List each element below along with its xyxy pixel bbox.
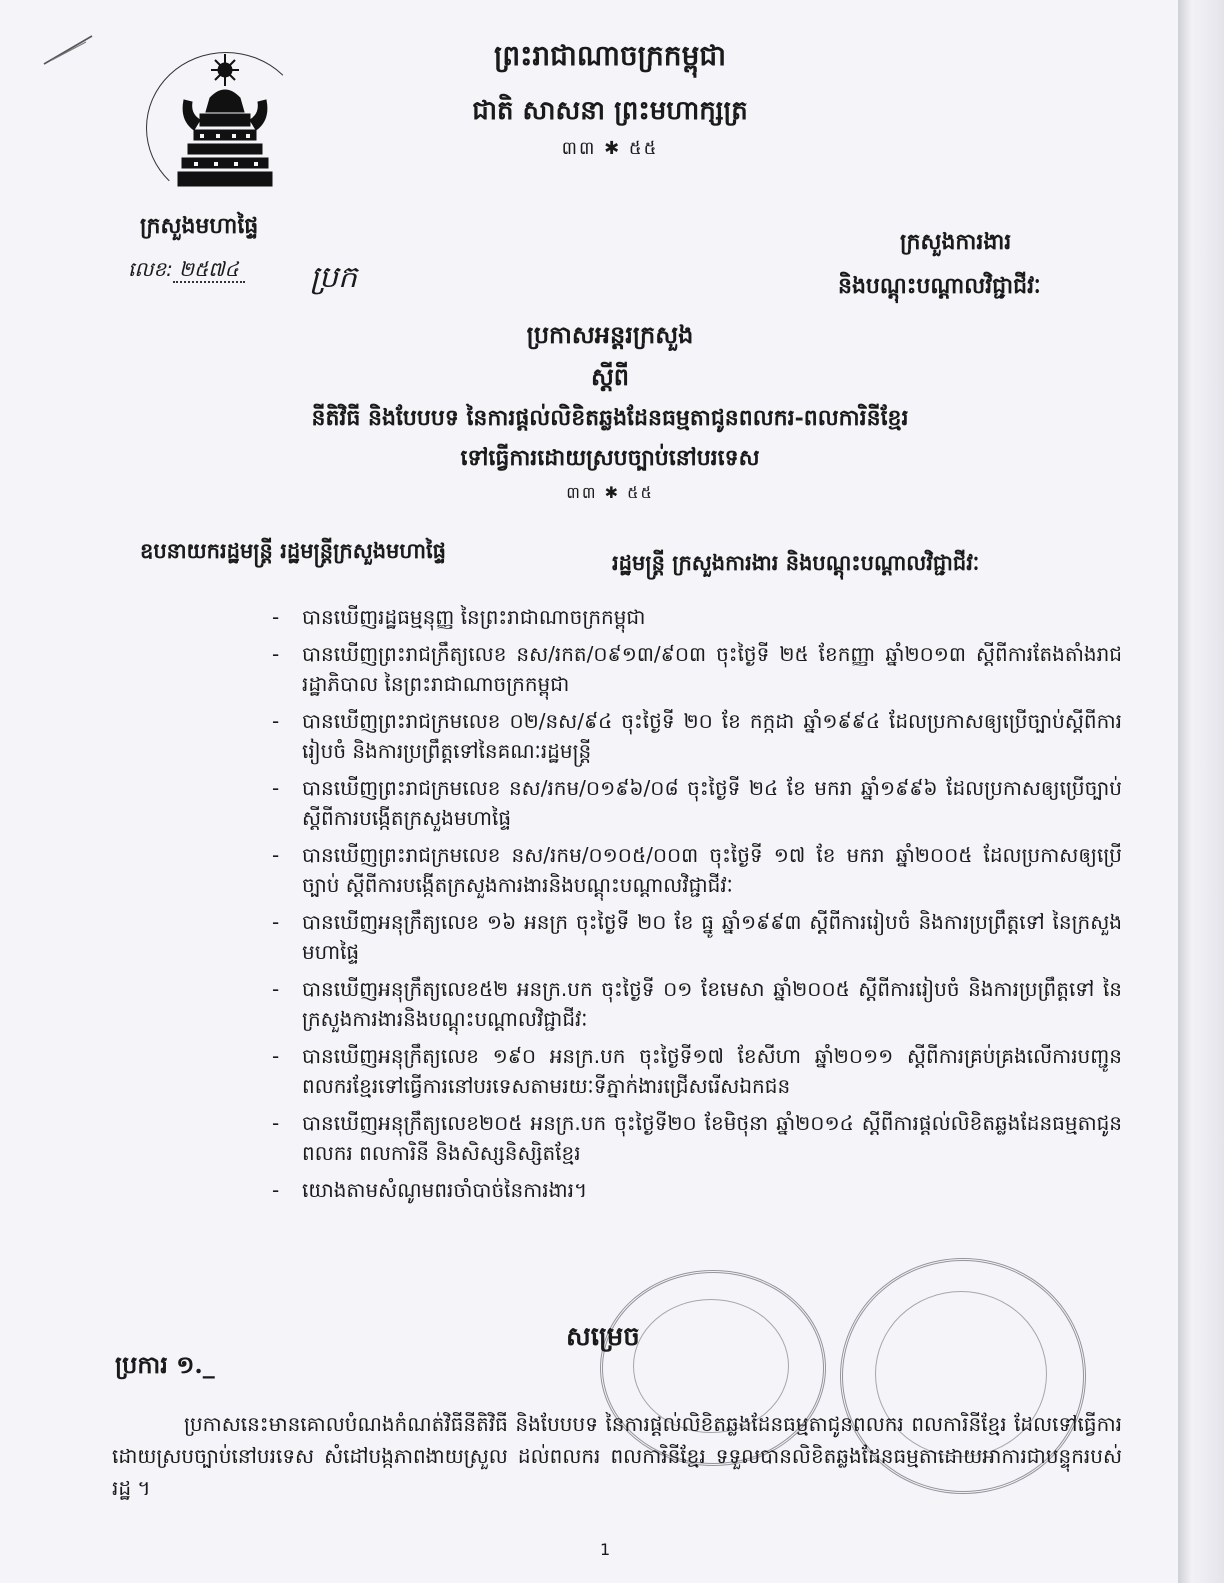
list-item: - បានឃើញព្រះរាជក្រមលេខ នស/រកម/០១០៥/០០៣ ចុះថ្ងៃទី ១៧ ខែ មករា ឆ្នាំ២០០៥ ដែលប្រកាសឲ្យប្រើច្បាប់ ស្តីពីការបង្កើតក្រសួងការងារនិងបណ្តុះបណ្តាលវិជ្ជាជីវៈ (272, 840, 1122, 900)
article-body: ប្រកាសនេះមានគោលបំណងកំណត់វិធីនីតិវិធី និងបែបបទ នៃការផ្តល់លិខិតឆ្លងដែនធម្មតាជូនពលករ ពលការិនីខ្មែរ ដែលទៅធ្វើការដោយស្របច្បាប់នៅបរទេស សំដៅបង្កភាពងាយស្រួល ដល់ពលករ ពលការិនីខ្មែរ ទទួលបានលិខិតឆ្លងដែនធម្មតាដោយអាការជាបន្ទុករបស់រដ្ឋ ។ (112, 1412, 1122, 1500)
list-item: - យោងតាមសំណូមពរចាំបាច់នៃការងារ។ (272, 1175, 1122, 1205)
kingdom-title: ព្រះរាជាណាចក្រកម្ពុជា (493, 39, 726, 72)
page-edge (1178, 0, 1224, 1583)
ministry-interior-label: ក្រសួងមហាផ្ទៃ (140, 213, 259, 239)
page-number: 1 (600, 1540, 611, 1559)
list-item: - បានឃើញអនុក្រឹត្យលេខ ១៩០ អនក្រ.បក ចុះថ្ងៃទី១៧ ខែសីហា ឆ្នាំ២០១១ ស្តីពីការគ្រប់គ្រងលើការបញ្ជូនពលករខ្មែរទៅធ្វើការនៅបរទេសតាមរយៈទីភ្នាក់ងារជ្រើសរើសឯកជន (272, 1041, 1122, 1101)
reference-value: ២៥៧៤ (173, 257, 245, 283)
document-subject-line1: នីតិវិធី និងបែបបទ នៃការផ្តល់លិខិតឆ្លងដែនធម្មតាជូនពលករ-ពលការិនីខ្មែរ (311, 405, 909, 431)
signer-labour-minister: រដ្ឋមន្ត្រី ក្រសួងការងារ និងបណ្តុះបណ្តាលវិជ្ជាជីវៈ (612, 550, 980, 575)
document-title: ប្រកាសអន្តរក្រសួង (526, 320, 694, 349)
list-item: - បានឃើញអនុក្រឹត្យលេខ ១៦ អនក្រ ចុះថ្ងៃទី ២០ ខែ ធ្នូ ឆ្នាំ១៩៩៣ ស្តីពីការរៀបចំ និងការប្រព្រឹត្តទៅ នៃក្រសួងមហាផ្ទៃ (272, 907, 1122, 967)
document-title-about: ស្តីពី (590, 362, 630, 391)
title-ornament: ៣៣ ✱ ៥៥ (566, 483, 654, 502)
list-item: - បានឃើញព្រះរាជក្រមលេខ ០២/នស/៩៤ ចុះថ្ងៃទី ២០ ខែ កក្កដា ឆ្នាំ១៩៩៤ ដែលប្រកាសឲ្យប្រើច្បាប់ស្តីពីការរៀបចំ និងការប្រព្រឹត្តទៅនៃគណៈរដ្ឋមន្ត្រី (272, 706, 1122, 766)
reference-number (128, 256, 245, 286)
ministry-labour-line1: ក្រសួងការងារ (900, 229, 1012, 255)
article-label: ប្រការ ១._ (115, 1350, 215, 1379)
decision-heading: សម្រេច (566, 1322, 640, 1352)
national-motto: ជាតិ សាសនា ព្រះមហាក្សត្រ (472, 96, 748, 126)
legal-basis-list (272, 602, 1122, 1212)
list-item: - បានឃើញរដ្ឋធម្មនុញ្ញ នៃព្រះរាជាណាចក្រកម្ពុជា (272, 602, 1122, 632)
document-subject-line2: ទៅធ្វើការដោយស្របច្បាប់នៅបរទេស (460, 445, 760, 471)
list-item: - បានឃើញព្រះរាជក្រមលេខ នស/រកម/០១៩៦/០៨ ចុះថ្ងៃទី ២៤ ខែ មករា ឆ្នាំ១៩៩៦ ដែលប្រកាសឲ្យប្រើច្បាប់ ស្តីពីការបង្កើតក្រសួងមហាផ្ទៃ (272, 773, 1122, 833)
list-item: - បានឃើញអនុក្រឹត្យលេខ៥២ អនក្រ.បក ចុះថ្ងៃទី ០១ ខែមេសា ឆ្នាំ២០០៥ ស្តីពីការរៀបចំ និងការប្រព្រឹត្តទៅ នៃក្រសួងការងារនិងបណ្តុះបណ្តាលវិជ្ជាជីវៈ (272, 974, 1122, 1034)
pen-scratch-mark (40, 30, 100, 70)
reference-handwritten-suffix: ប្រក (310, 260, 358, 295)
signer-interior-minister: ឧបនាយករដ្ឋមន្ត្រី រដ្ឋមន្ត្រីក្រសួងមហាផ្ទៃ (140, 538, 447, 563)
list-item: - បានឃើញព្រះរាជក្រឹត្យលេខ នស/រកត/០៩១៣/៩០៣ ចុះថ្ងៃទី ២៥ ខែកញ្ញា ឆ្នាំ២០១៣ ស្តីពីការតែងតាំងរាជរដ្ឋាភិបាល នៃព្រះរាជាណាចក្រកម្ពុជា (272, 639, 1122, 699)
reference-label: លេខ: (128, 257, 173, 281)
royal-emblem-icon (170, 50, 280, 200)
header-ornament: ៣៣ ✱ ៥៥ (561, 138, 659, 159)
list-item: - បានឃើញអនុក្រឹត្យលេខ២០៥ អនក្រ.បក ចុះថ្ងៃទី២០ ខែមិថុនា ឆ្នាំ២០១៤ ស្តីពីការផ្តល់លិខិតឆ្លងដែនធម្មតាជូនពលករ ពលការិនី និងសិស្សនិស្សិតខ្មែរ (272, 1108, 1122, 1168)
ministry-labour-line2: និងបណ្តុះបណ្តាលវិជ្ជាជីវៈ (838, 273, 1041, 299)
